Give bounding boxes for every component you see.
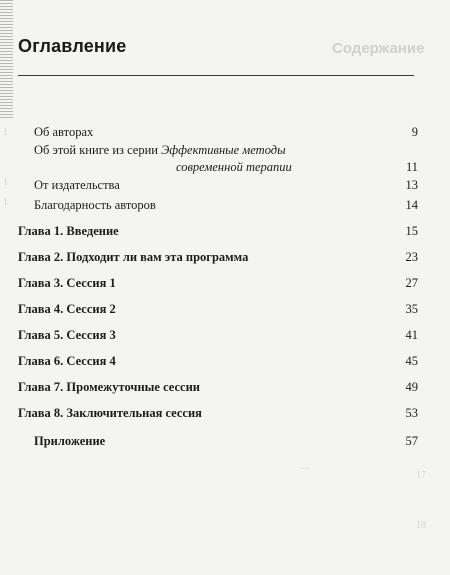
series-name-continuation: современной терапии — [176, 160, 292, 174]
page-title: Оглавление — [18, 36, 127, 56]
toc-entry-page: 23 — [405, 250, 418, 264]
toc-entry-page: 15 — [405, 224, 418, 238]
toc-entry-chapter-6[interactable] — [18, 353, 418, 370]
toc-entry-label: Глава 7. Промежуточные сессии — [18, 380, 200, 394]
toc-entry-chapter-5[interactable] — [18, 327, 418, 344]
toc-entry-chapter-1[interactable] — [18, 223, 418, 240]
toc-entry-page: 41 — [405, 328, 418, 342]
toc-entry-acknowledgments[interactable] — [18, 197, 418, 214]
toc-entry-label: От издательства — [34, 178, 120, 192]
bleed-mark: 1 — [3, 197, 8, 208]
bleed-mark: — — [300, 463, 310, 474]
toc-entry-page: 57 — [405, 434, 418, 448]
bleed-through-title: Содержание — [332, 40, 425, 57]
toc-entry-label: Глава 8. Заключительная сессия — [18, 406, 202, 420]
toc-entry-chapter-4[interactable] — [18, 301, 418, 318]
toc-entry-page: 53 — [405, 406, 418, 420]
toc-entry-page: 11 — [405, 160, 418, 174]
toc-entry-publisher[interactable] — [18, 177, 418, 194]
toc-entry-label: Глава 5. Сессия 3 — [18, 328, 116, 342]
toc-entry-chapter-8[interactable] — [18, 405, 418, 422]
toc-entry-page: 9 — [411, 125, 418, 139]
toc-entry-label: Глава 2. Подходит ли вам эта программа — [18, 250, 249, 264]
toc-entry-page: 13 — [405, 178, 418, 192]
toc-entry-label: Глава 3. Сессия 1 — [18, 276, 116, 290]
bleed-mark: 18 — [416, 520, 426, 531]
toc-entry-appendix[interactable] — [18, 433, 418, 450]
toc-entry-label: Приложение — [34, 434, 106, 448]
toc-entry-page: 49 — [405, 380, 418, 394]
toc-entry-chapter-2[interactable] — [18, 249, 418, 266]
toc-entry-label-part: Об этой книге из серии — [34, 143, 162, 157]
toc-entry-about-series[interactable] — [18, 142, 418, 176]
toc-entry-chapter-7[interactable] — [18, 379, 418, 396]
toc-entry-chapter-3[interactable] — [18, 275, 418, 292]
toc-entry-label: Глава 1. Введение — [18, 224, 119, 238]
toc-entry-page: 14 — [405, 198, 418, 212]
toc-entry-page: 45 — [405, 354, 418, 368]
bleed-mark: 17 — [416, 470, 426, 481]
toc-entry-label: Глава 6. Сессия 4 — [18, 354, 116, 368]
title-rule — [18, 75, 414, 76]
page-edge-hatch — [0, 0, 13, 120]
toc-entry-label — [18, 142, 286, 159]
toc-entry-label: Благодарность авторов — [34, 198, 156, 212]
series-name-italic: Эффективные методы — [161, 143, 286, 157]
toc-entry-page: 27 — [405, 276, 418, 290]
toc-entry-about-authors[interactable] — [18, 124, 418, 141]
toc-entry-label: Об авторах — [34, 125, 94, 139]
bleed-mark: 1 — [3, 177, 8, 188]
toc-entry-label: Глава 4. Сессия 2 — [18, 302, 116, 316]
bleed-mark: 1 — [3, 127, 8, 138]
toc-entry-page: 35 — [405, 302, 418, 316]
